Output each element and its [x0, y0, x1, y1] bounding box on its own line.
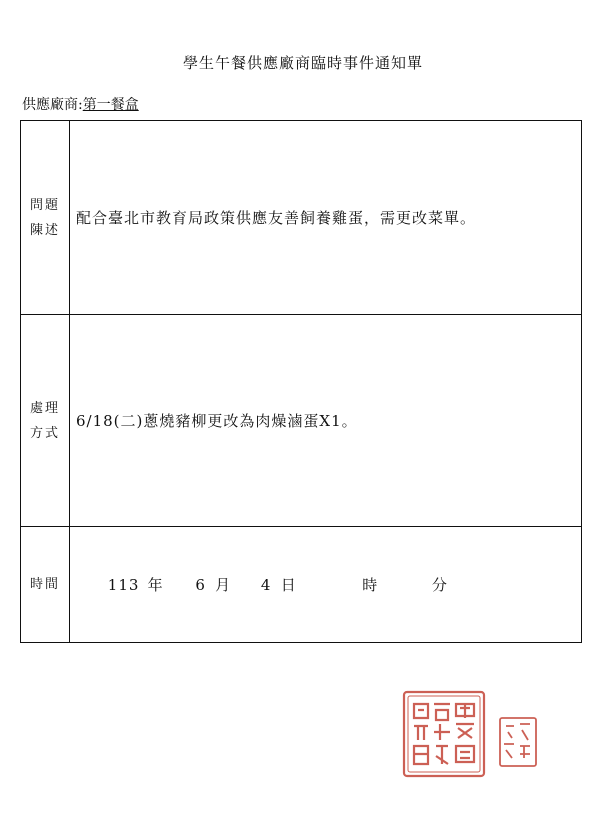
handling-label-line1: 處理 — [29, 400, 60, 416]
vendor-label: 供應廠商: — [22, 97, 83, 113]
problem-label — [21, 121, 70, 315]
vendor-line — [22, 94, 139, 114]
notice-form-table — [20, 120, 582, 643]
problem-row — [21, 121, 582, 315]
time-value — [70, 527, 582, 643]
company-seals — [400, 688, 540, 788]
time-month: 6 — [195, 576, 206, 594]
time-hour-unit: 時 — [362, 576, 379, 594]
problem-label-line2: 陳述 — [29, 222, 60, 238]
handling-label — [21, 315, 70, 527]
time-row — [21, 527, 582, 643]
time-label: 時間 — [21, 527, 70, 643]
time-day: 4 — [260, 576, 272, 594]
time-day-unit: 日 — [280, 576, 297, 594]
large-seal — [404, 692, 484, 776]
problem-description: 配合臺北市教育局政策供應友善飼養雞蛋，需更改菜單。 — [70, 121, 582, 315]
seal-graphic — [400, 688, 540, 788]
small-seal — [500, 718, 536, 766]
time-year-unit: 年 — [147, 576, 164, 594]
time-minute-unit: 分 — [431, 576, 448, 594]
document-title: 學生午餐供應廠商臨時事件通知單 — [182, 54, 423, 72]
handling-method: 6/18(二)蔥燒豬柳更改為肉燥滷蛋X1。 — [70, 315, 582, 527]
time-year: 113 — [107, 576, 140, 594]
vendor-name: 第一餐盒 — [82, 97, 139, 113]
problem-label-line1: 問題 — [29, 197, 60, 213]
handling-label-line2: 方式 — [29, 425, 60, 441]
time-month-unit: 月 — [215, 576, 232, 594]
handling-row — [21, 315, 582, 527]
